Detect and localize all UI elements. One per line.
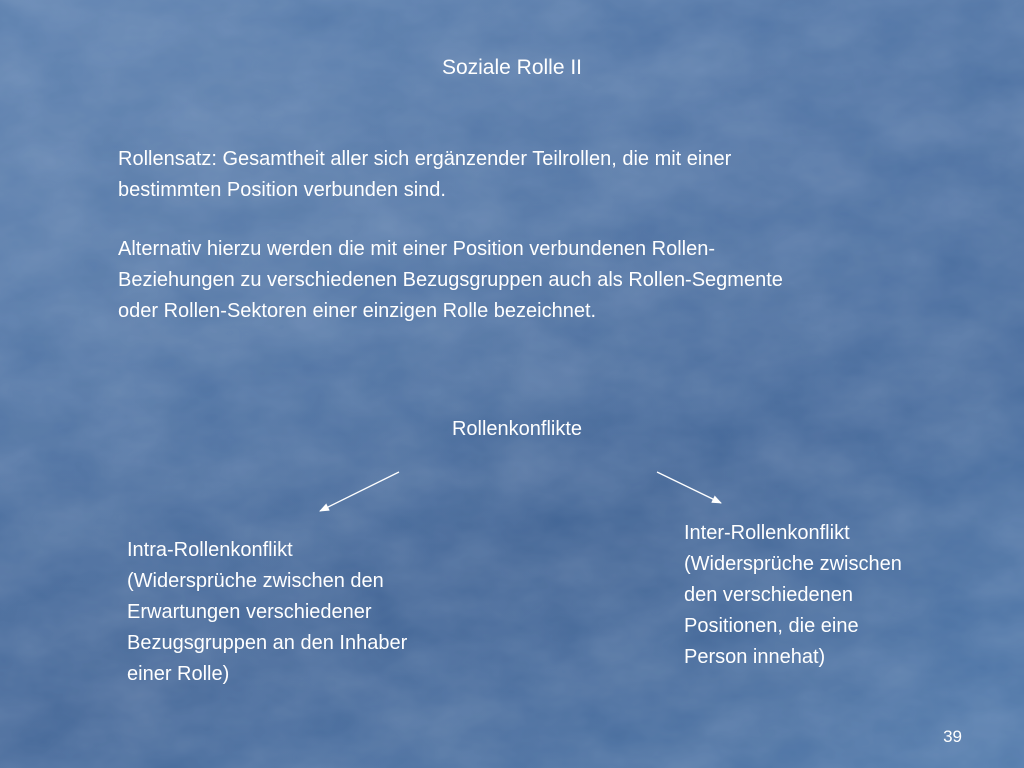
arrow-left	[320, 472, 399, 511]
node-line: (Widersprüche zwischen	[684, 553, 902, 575]
diagram-root-label: Rollenkonflikte	[451, 418, 583, 440]
node-line: Intra-Rollenkonflikt	[127, 539, 293, 561]
arrow-right	[657, 472, 721, 503]
node-line: Positionen, die eine	[684, 615, 859, 637]
inter-rollenkonflikt-node	[684, 518, 984, 673]
paragraph-line: bestimmten Position verbunden sind.	[118, 179, 446, 201]
slide-title: Soziale Rolle II	[441, 56, 583, 79]
paragraph-line: Rollensatz: Gesamtheit aller sich ergänzender Teilrollen, die mit einer	[118, 148, 732, 170]
paragraph-line: oder Rollen-Sektoren einer einzigen Rolle bezeichnet.	[118, 300, 597, 322]
page-number: 39	[943, 727, 962, 746]
paragraph-line: Beziehungen zu verschiedenen Bezugsgruppen auch als Rollen-Segmente	[118, 269, 783, 291]
node-line: Erwartungen verschiedener	[127, 601, 372, 623]
node-line: Bezugsgruppen an den Inhaber	[127, 632, 408, 654]
node-line: (Widersprüche zwischen den	[127, 570, 384, 592]
intra-rollenkonflikt-node	[127, 535, 507, 690]
node-line: Person innehat)	[684, 646, 826, 668]
paragraph-line: Alternativ hierzu werden die mit einer Position verbundenen Rollen-	[118, 238, 715, 260]
node-line: einer Rolle)	[127, 663, 230, 685]
node-line: Inter-Rollenkonflikt	[684, 522, 850, 544]
node-line: den verschiedenen	[684, 584, 854, 606]
